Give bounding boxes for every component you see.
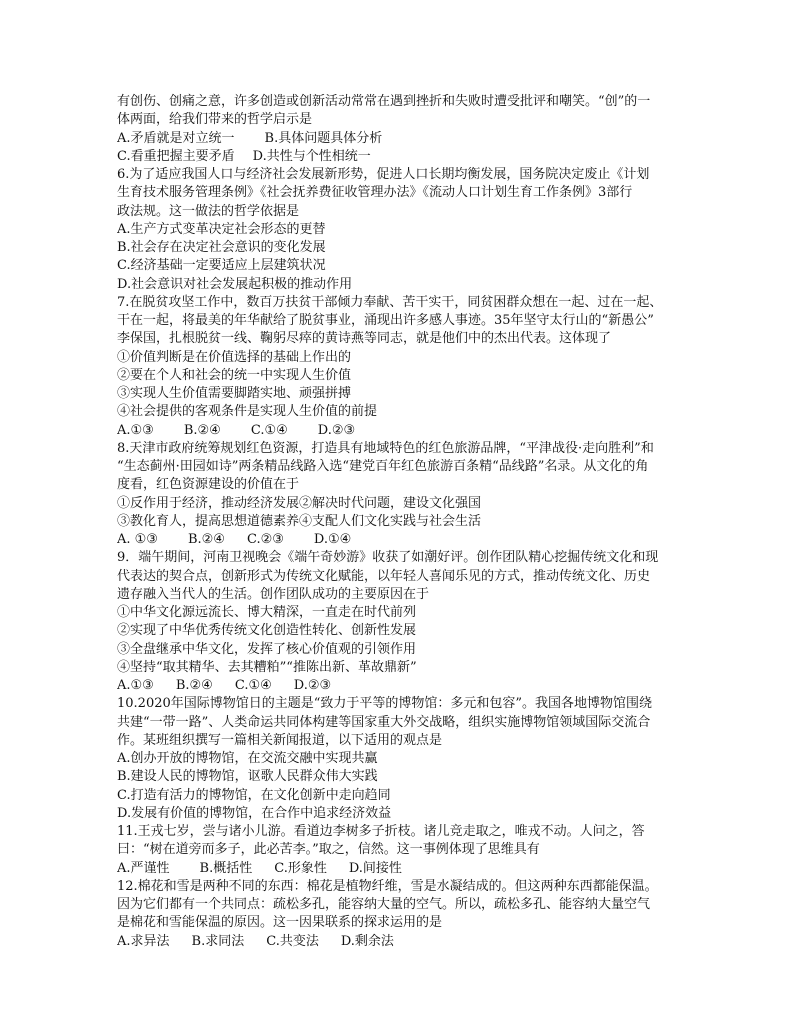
question-8 xyxy=(117,440,689,550)
question-stem-line: 10.2020年国际博物馆日的主题是“致力于平等的博物馆：多元和包容”。我国各地博物馆围绕 xyxy=(117,696,653,712)
option-a: A.①③ xyxy=(117,422,154,438)
option-b: B.求同法 xyxy=(191,933,245,949)
statement-item: ④社会提供的客观条件是实现人生价值的前提 xyxy=(117,404,378,420)
option-c: C.②③ xyxy=(246,532,284,547)
option-c: C.看重把握主要矛盾 xyxy=(117,148,235,164)
option-a: A.创办开放的博物馆，在交流交融中实现共赢 xyxy=(117,751,378,766)
question-stem-line: 生育技术服务管理条例》《社会抚养费征收管理办法》《流动人口计划生育工作条例》3部行 xyxy=(117,185,633,201)
statement-item: ②实现了中华优秀传统文化创造性转化、创新性发展 xyxy=(117,623,417,639)
question-stem-line: 有创伤、创痛之意，许多创造或创新活动常常在遇到挫折和失败时遭受批评和嘲笑。“创”的一 xyxy=(117,94,651,109)
option-d: D.②③ xyxy=(317,422,356,438)
option-d: D.间接性 xyxy=(348,860,402,876)
question-stem-line: 11.王戎七岁，尝与诸小儿游。看道边李树多子折枝。诸儿竞走取之，唯戎不动。人问之，答 xyxy=(117,824,645,839)
question-stem-line: 曰：“树在道旁而多子，此必苦李。”取之，信然。这一事例体现了思维具有 xyxy=(117,842,540,858)
question-stem-line: 共建“一带一路”、人类命运共同体构建等国家重大外交战略，组织实施博物馆领域国际交流合 xyxy=(117,714,651,730)
option-d: D.发展有价值的博物馆，在合作中追求经济效益 xyxy=(117,805,392,821)
question-stem-line: 因为它们都有一个共同点：疏松多孔，能容纳大量的空气。所以，疏松多孔、能容纳大量空气 xyxy=(117,897,651,912)
question-stem-line: 7.在脱贫攻坚工作中，数百万扶贫干部倾力奉献、苦干实干，同贫困群众想在一起、过在一起、 xyxy=(117,294,663,310)
question-12 xyxy=(117,878,689,951)
option-d: D.共性与个性相统一 xyxy=(252,148,371,164)
option-a: A.严谨性 xyxy=(117,860,170,876)
option-b: B.建设人民的博物馆，讴歌人民群众伟大实践 xyxy=(117,769,378,785)
question-stem-line: 是棉花和雪能保温的原因。这一因果联系的探求运用的是 xyxy=(117,915,443,931)
question-stem-line: 代表达的契合点，创新形式为传统文化赋能，以年轻人喜闻乐见的方式，推动传统文化、历史 xyxy=(117,568,651,584)
option-c: C.经济基础一定要适应上层建筑状况 xyxy=(117,258,326,274)
question-stem-line: 作。某班组织撰写一篇相关新闻报道，以下适用的观点是 xyxy=(117,732,443,748)
statement-item: ①反作用于经济，推动经济发展②解决时代问题，建设文化强国 xyxy=(117,495,482,511)
question-stem-line: 体两面，给我们带来的哲学启示是 xyxy=(117,112,313,128)
statement-item: ①价值判断是在价值选择的基础上作出的 xyxy=(117,349,352,365)
question-stem-line: 8.天津市政府统筹规划红色资源，打造具有地域特色的红色旅游品牌，“平津战役·走向胜利”和 xyxy=(117,440,654,456)
question-stem-line: 6.为了适应我国人口与经济社会发展新形势，促进人口长期均衡发展，国务院决定废止《计划 xyxy=(117,167,650,182)
question-6 xyxy=(117,166,689,294)
question-9 xyxy=(117,549,689,695)
question-11 xyxy=(117,823,689,878)
option-b: B.②④ xyxy=(175,678,213,693)
option-row xyxy=(117,130,689,148)
option-a: A.生产方式变革决定社会形态的更替 xyxy=(117,221,326,237)
question-stem-line: 9．端午期间，河南卫视晚会《端午奇妙游》收获了如潮好评。创作团队精心挖掘传统文化和现 xyxy=(117,550,659,566)
question-stem-line: 干在一起，将最美的年华献给了脱贫事业，涌现出许多感人事迹。35年坚守太行山的“新愚公” xyxy=(117,313,654,328)
option-row xyxy=(117,148,689,166)
statement-item: ④坚持“取其精华、去其糟粕”“推陈出新、革故鼎新” xyxy=(117,659,417,675)
question-stem-line: 政法规。这一做法的哲学依据是 xyxy=(117,203,300,219)
option-c: C.①④ xyxy=(250,422,288,438)
exam-page xyxy=(117,93,689,951)
option-a: A.求异法 xyxy=(117,933,170,949)
option-a: A.矛盾就是对立统一 xyxy=(117,130,235,146)
option-row xyxy=(117,677,689,695)
option-d: D.①④ xyxy=(313,532,352,547)
option-d: D.社会意识对社会发展起积极的推动作用 xyxy=(117,276,353,292)
option-row xyxy=(117,933,689,951)
option-b: B.社会存在决定社会意识的变化发展 xyxy=(117,240,326,255)
option-c: C.①④ xyxy=(234,678,272,693)
option-b: B.②④ xyxy=(187,532,225,547)
question-10 xyxy=(117,695,689,823)
statement-item: ③实现人生价值需要脚踏实地、顽强拼搏 xyxy=(117,386,352,401)
option-b: B.②④ xyxy=(183,422,221,438)
option-row xyxy=(117,531,689,549)
option-c: C.打造有活力的博物馆，在文化创新中走向趋同 xyxy=(117,787,391,803)
option-a: A. ①③ xyxy=(117,532,158,547)
option-b: B.具体问题具体分析 xyxy=(264,130,383,146)
question-stem-line: 李保国，扎根脱贫一线、鞠躬尽瘁的黄诗燕等同志，就是他们中的杰出代表。这体现了 xyxy=(117,331,612,347)
statement-item: ③教化育人，提高思想道德素养④支配人们文化实践与社会生活 xyxy=(117,513,482,529)
statement-item: ②要在个人和社会的统一中实现人生价值 xyxy=(117,367,352,383)
option-d: D.剩余法 xyxy=(340,933,394,949)
option-c: C.共变法 xyxy=(266,933,319,949)
question-5 xyxy=(117,93,689,166)
statement-item: ③全盘继承中华文化，发挥了核心价值观的引领作用 xyxy=(117,641,417,657)
question-stem-line: 度看，红色资源建设的价值在于 xyxy=(117,477,300,493)
option-row xyxy=(117,860,689,878)
option-c: C.形象性 xyxy=(274,860,327,876)
option-row xyxy=(117,422,689,440)
question-7 xyxy=(117,294,689,440)
question-stem-line: “生态蓟州·田园如诗”两条精品线路入选“建党百年红色旅游百条精“品线路”名录。从文化的角 xyxy=(117,459,649,474)
question-stem-line: 遗存融入当代人的生活。创作团队成功的主要原因在于 xyxy=(117,586,430,602)
option-a: A.①③ xyxy=(117,678,154,693)
option-b: B.概括性 xyxy=(199,860,253,876)
option-d: D.②③ xyxy=(293,678,332,693)
statement-item: ①中华文化源远流长、博大精深，一直走在时代前列 xyxy=(117,605,417,620)
question-stem-line: 12.棉花和雪是两种不同的东西：棉花是植物纤维，雪是水凝结成的。但这两种东西都能保温。 xyxy=(117,878,658,894)
